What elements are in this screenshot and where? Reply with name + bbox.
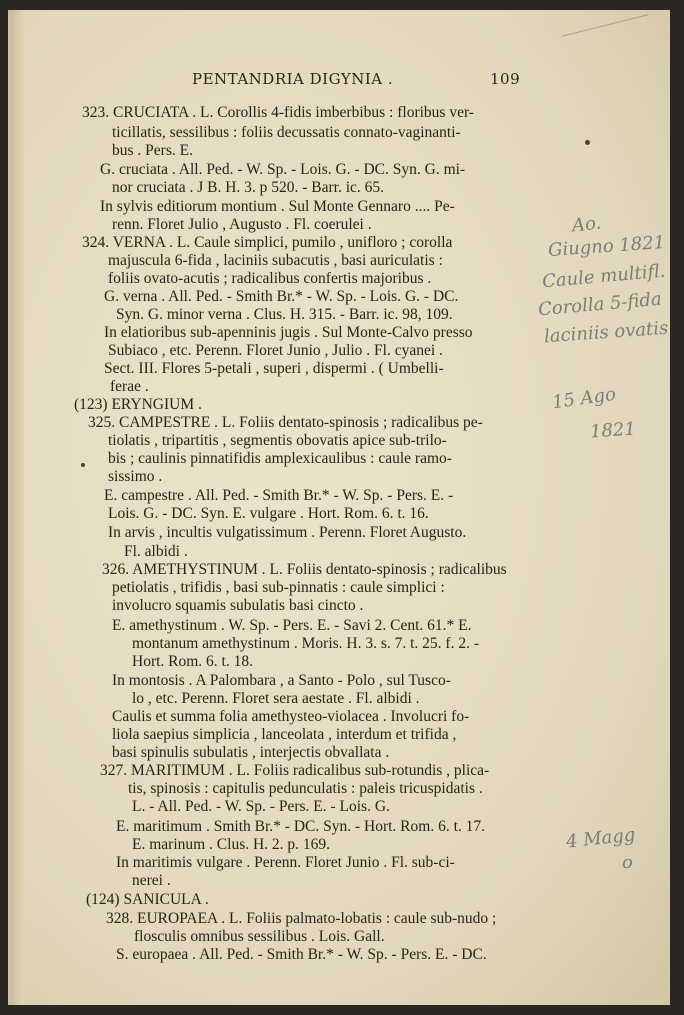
text-line: In elatioribus sub-apenninis jugis . Sul Monte-Calvo presso [104,324,473,341]
text-line: 326. AMETHYSTINUM . L. Foliis dentato-spinosis ; radicalibus [102,561,507,578]
text-line: tis, spinosis : capitulis pedunculatis : paleis tricuspidatis . [128,780,483,797]
page-number: 109 [490,70,521,88]
text-line: petiolatis , trifidis , basi sub-pinnatis : caule simplici : [112,579,445,596]
text-line: 325. CAMPESTRE . L. Foliis dentato-spinosis ; radicalibus pe- [88,414,483,431]
text-line: In maritimis vulgare . Perenn. Floret Junio . Fl. sub-ci- [116,854,455,871]
handwritten-note: Caule multifl. [541,260,667,293]
text-line: In montosis . A Palombara , a Santo - Polo , sul Tusco- [112,672,451,689]
text-line: Subiaco , etc. Perenn. Floret Junio , Julio . Fl. cyanei . [108,342,443,359]
ink-dot [585,140,590,145]
text-line: bus . Pers. E. [112,142,193,159]
text-line: involucro squamis subulatis basi cincto . [112,597,364,614]
text-line: 323. CRUCIATA . L. Corollis 4-fidis imberbibus : floribus ver- [82,104,474,121]
text-line: flosculis omnibus sessilibus . Lois. Gall. [134,928,385,945]
text-line: (123) ERYNGIUM . [74,396,202,413]
text-line: Sect. III. Flores 5-petali , superi , dispermi . ( Umbelli- [104,360,444,377]
text-line: E. marinum . Clus. H. 2. p. 169. [132,836,331,853]
text-line: G. verna . All. Ped. - Smith Br.* - W. Sp. - Lois. G. - DC. [104,288,459,305]
header-title: PENTANDRIA DIGYNIA . [192,70,394,88]
text-line: Fl. albidi . [124,543,188,560]
text-line: L. - All. Ped. - W. Sp. - Pers. E. - Lois. G. [132,798,390,815]
handwritten-note: 15 Ago [550,383,618,414]
text-line: In sylvis editiorum montium . Sul Monte Gennaro .... Pe- [100,198,455,215]
page-gutter [10,10,24,1005]
handwritten-note: 1821 [589,418,637,443]
handwritten-note: laciniis ovatis [543,317,669,348]
text-line: bis ; caulinis pinnatifidis amplexicaulibus : caule ramo- [108,450,452,467]
text-line: foliis ovato-acutis ; radicalibus confertis majoribus . [108,270,432,287]
text-line: E. campestre . All. Ped. - Smith Br.* - W. Sp. - Pers. E. - [104,487,454,504]
handwritten-note: Corolla 5-fida [537,288,663,321]
text-line: 324. VERNA . L. Caule simplici, pumilo , unifloro ; corolla [82,234,453,251]
text-line: E. maritimum . Smith Br.* - DC. Syn. - Hort. Rom. 6. t. 17. [116,818,485,835]
text-line: tiolatis , tripartitis , segmentis obovatis apice sub-trilo- [108,432,447,449]
text-line: Hort. Rom. 6. t. 18. [132,653,253,670]
text-line: 327. MARITIMUM . L. Foliis radicalibus sub-rotundis , plica- [100,762,490,779]
text-line: Lois. G. - DC. Syn. E. vulgare . Hort. Rom. 6. t. 16. [108,505,429,522]
handwritten-note: Giugno 1821 [547,231,666,262]
text-line: (124) SANICULA . [86,891,209,908]
text-line: S. europaea . All. Ped. - Smith Br.* - W. Sp. - Pers. E. - DC. [116,946,487,963]
text-line: In arvis , incultis vulgatissimum . Perenn. Floret Augusto. [108,524,467,541]
text-line: montanum amethystinum . Moris. H. 3. s. 7. t. 25. f. 2. - [132,635,480,652]
handwritten-note: Ao. [570,212,603,237]
text-line: liola saepius simplicia , lanceolata , interdum et trifida , [112,726,457,743]
handwritten-note: o [622,852,633,873]
text-line: G. cruciata . All. Ped. - W. Sp. - Lois. G. - DC. Syn. G. mi- [100,161,466,178]
text-line: ticillatis, sessilibus : foliis decussatis connato-vaginanti- [112,124,461,141]
text-line: majuscula 6-fida , laciniis subacutis , basi auriculatis : [108,252,443,269]
text-line: Syn. G. minor verna . Clus. H. 315. - Barr. ic. 98, 109. [116,306,453,323]
handwritten-note: 4 Magg [565,824,637,853]
ink-dot [81,463,85,467]
text-line: 328. EUROPAEA . L. Foliis palmato-lobatis : caule sub-nudo ; [106,910,497,927]
text-line: Caulis et summa folia amethysteo-violacea . Involucri fo- [112,708,470,725]
text-line: renn. Floret Julio , Augusto . Fl. coerulei . [112,216,372,233]
text-line: nor cruciata . J B. H. 3. p 520. - Barr. ic. 65. [112,179,385,196]
text-line: ferae . [110,378,149,395]
text-line: E. amethystinum . W. Sp. - Pers. E. - Savi 2. Cent. 61.* E. [112,617,472,634]
text-line: sissimo . [108,468,163,485]
text-line: lo , etc. Perenn. Floret sera aestate . Fl. albidi . [132,690,420,707]
text-line: nerei . [132,872,171,889]
text-line: basi spinulis subulatis , interjectis obvallata . [112,744,390,761]
